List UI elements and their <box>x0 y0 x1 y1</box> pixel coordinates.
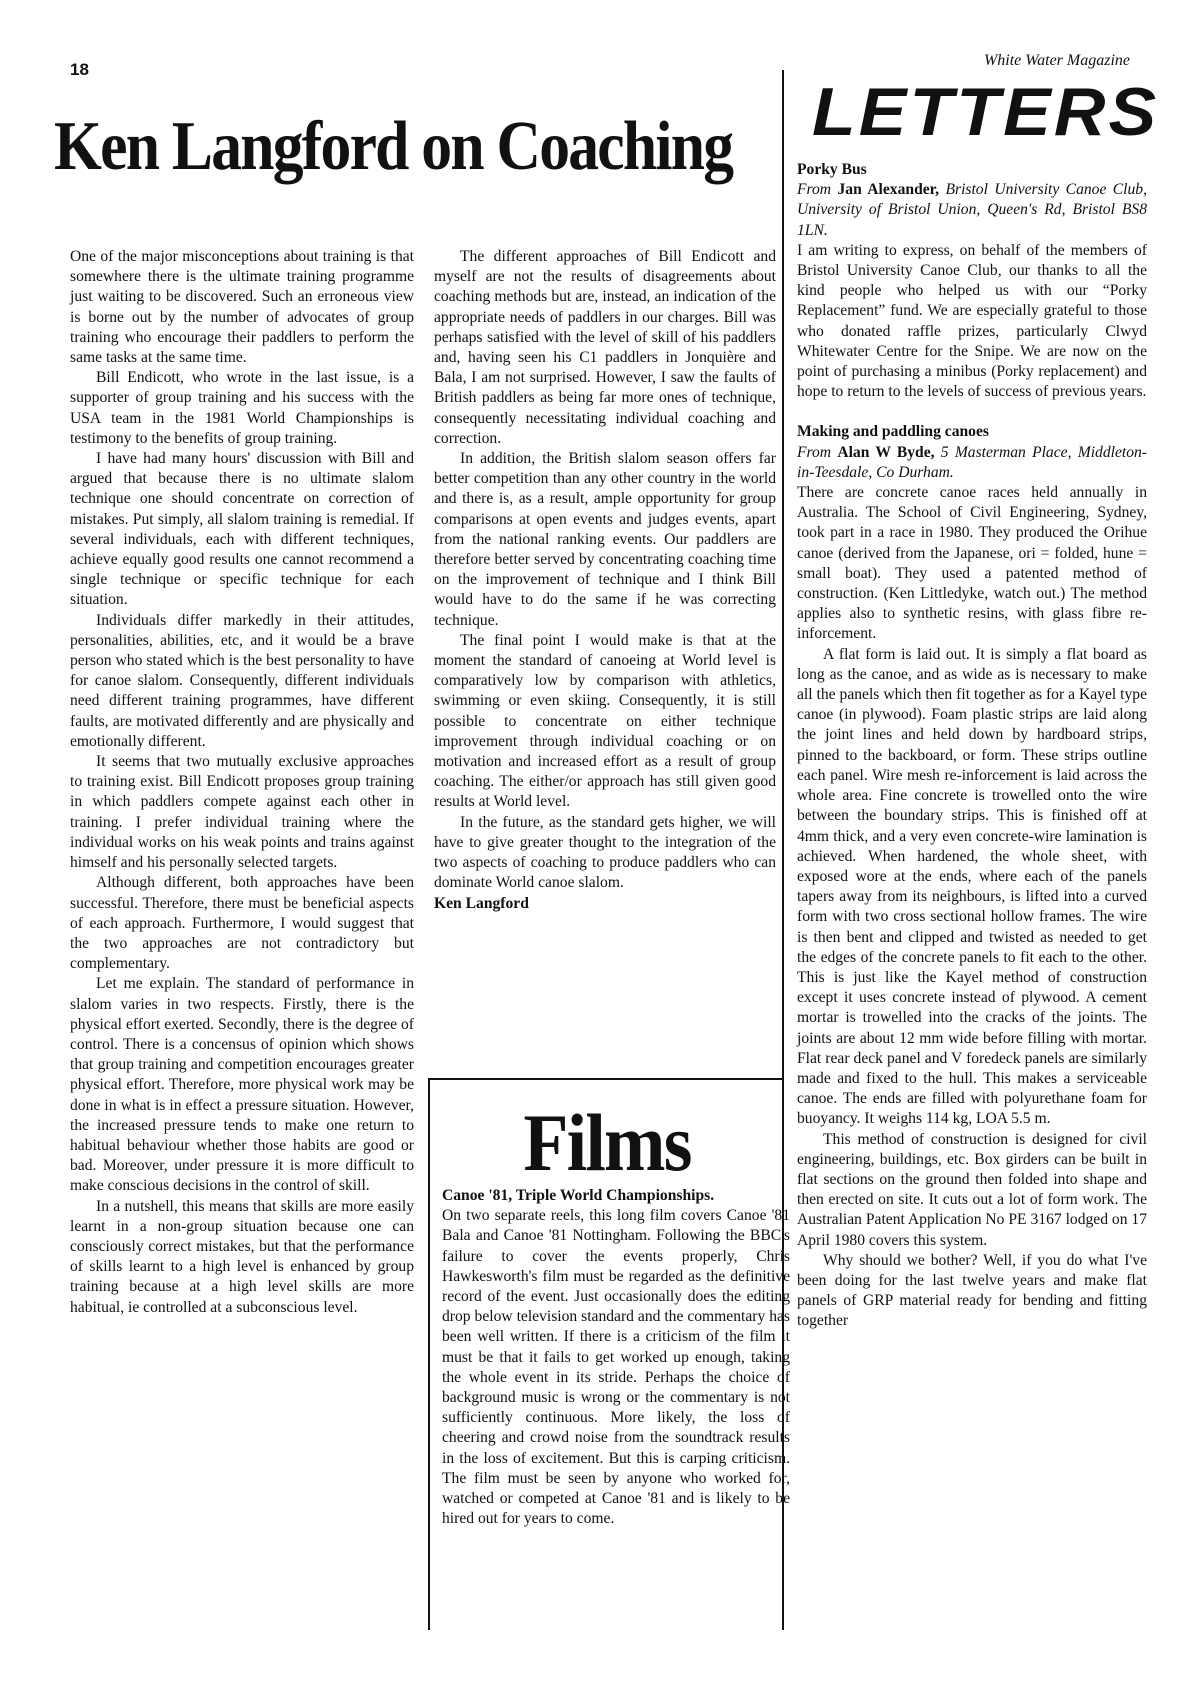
letter-from <box>797 443 1147 483</box>
article-paragraph: Bill Endicott, who wrote in the last issue, is a supporter of group training and his success with the USA team in the 1981 World Championships is testimony to the benefits of group training. <box>70 369 414 447</box>
letter-heading: Making and paddling canoes <box>797 423 989 441</box>
article-column-2 <box>434 247 776 914</box>
letter-paragraph: A flat form is laid out. It is simply a flat board as long as the canoe, and as wide as is necessary to make all the panels which then fit together as for a Kayel type canoe (in plywood). Foam plastic strips are laid along the joint lines and held down by hardboard strips, pinned to the backboard, or form. These strips outline each panel. Wire mesh re-inforcement is laid across the whole area. Fine concrete is trowelled onto the wire between the boundary strips. This is finished off at 4mm thick, and a very even concrete-wire lamination is achieved. When hardened, the whole sheet, with exposed wore at the ends, where each of the panels tapers away from its neighbours, is lifted into a curved form with two cross sectional hollow frames. The wire is then bent and clipped and twisted as needed to get the edges of the concrete panels to fit each to the other. This is just like the Kayel method of construction except it uses concrete instead of plywood. A cement mortar is trowelled into the cracks of the joints. The joints are about 12 mm wide before filling with mortar. Flat rear deck panel and V foredeck panels are similarly made and fixed to the hull. This makes a serviceable canoe. The ends are filled with polyurethane foam for buoyancy. It weighs 114 kg, LOA 5.5 m. <box>797 645 1147 1128</box>
article-paragraph: In addition, the British slalom season offers far better competition than any other country in the world and there is, as a result, ample opportunity for group comparisons at open events and judges events, apart from the national ranking events. Our paddlers are therefore better served by concentrating coaching time on the improvement of technique and I think Bill would have to do the same if he was correcting technique. <box>434 450 776 629</box>
page-number: 18 <box>70 60 89 79</box>
article-paragraph: In a nutshell, this means that skills are more easily learnt in a non-group situation because one can consciously correct mistakes, but that the performance of skills learnt to a high level is enhanced by group training because at a high level skills are more habitual, ie controlled at a subconscious level. <box>70 1197 414 1316</box>
article-signature: Ken Langford <box>434 894 529 912</box>
letter-from <box>797 180 1147 241</box>
article-paragraph: The final point I would make is that at the moment the standard of canoeing at World level is comparatively low by comparison with athletics, swimming or even skiing. Consequently, it is still possible to concentrate on either technique improvement through individual coaching or on motivation and increased effort as a result of group coaching. The either/or approach has still given good results at World level. <box>434 631 776 811</box>
article-paragraph: The different approaches of Bill Endicott and myself are not the results of disagreements about coaching methods but are, instead, an indication of the appropriate needs of paddlers in our charges. Bill was perhaps satisfied with the level of skill of his paddlers and, having seen his C1 paddlers in Jonquière and Bala, I am not surprised. However, I saw the faults of British paddlers as being far more ones of technique, consequently necessitating individual coaching and correction. <box>434 248 776 447</box>
letter-paragraph: This method of construction is designed for civil engineering, buildings, etc. Box girders can be built in flat sections on the ground then folded into shape and then erected on site. It cuts out a lot of form work. The Australian Patent Application No PE 3167 lodged on 17 April 1980 covers this system. <box>797 1130 1147 1249</box>
films-review <box>442 1186 790 1529</box>
letter-author: Jan Alexander, <box>837 181 940 199</box>
from-prefix: From <box>797 181 832 199</box>
letters-column <box>797 160 1147 1332</box>
films-title: Films <box>523 1097 691 1188</box>
letter-address: Bristol University Canoe Club, University of Bristol Union, Queen's Rd, Bristol BS8 1LN. <box>797 181 1148 239</box>
letters-title: LETTERS <box>812 74 1160 150</box>
from-prefix: From <box>797 443 832 461</box>
film-review-text: On two separate reels, this long film covers Canoe '81 Bala and Canoe '81 Nottingham. Following the BBC's failure to cover the events properly, Chris Hawkesworth's film must be regarded as the definitive record of the event. Just occasionally does the editing drop below television standard and the commentary has been well written. If there is a criticism of the film it must be that it fails to get worked up enough, taking the whole event in its stride. Perhaps the choice of background music is wrong or the commentary is not sufficiently continuous. More likely, the loss of cheering and crowd noise from the soundtrack results in the loss of excitement. But this is carping criticism. The film must be seen by anyone who worked for, watched or competed at Canoe '81 and is likely to be hired out for years to come. <box>442 1207 790 1528</box>
article-paragraph: In the future, as the standard gets higher, we will have to give greater thought to the integration of the two aspects of coaching to produce paddlers who can dominate World canoe slalom. <box>434 813 776 892</box>
article-paragraph: Although different, both approaches have been successful. Therefore, there must be beneficial aspects of each approach. Furthermore, I would suggest that the two approaches are not contradictory but complementary. <box>70 874 414 973</box>
article-title: Ken Langford on Coaching <box>54 108 733 185</box>
letter-paragraph: Why should we bother? Well, if you do what I've been doing for the last twelve years and make flat panels of GRP material ready for bending and fitting together <box>797 1251 1147 1330</box>
article-paragraph: One of the major misconceptions about training is that somewhere there is the ultimate training programme just waiting to be discovered. Such an erroneous view is borne out by the number of advocates of group training who encourage their paddlers to perform the same tasks at the same time. <box>70 248 414 367</box>
letter-author: Alan W Byde, <box>837 443 935 461</box>
films-box-top-rule <box>428 1078 784 1080</box>
letter-paragraph: There are concrete canoe races held annually in Australia. The School of Civil Engineering, Sydney, took part in a race in 1980. They produced the Orihue canoe (derived from the Japanese, ori = folded, hune = small boat). They used a patented method of construction. (Ken Littledyke, watch out.) The method applies also to synthetic resins, with glass fibre re-inforcement. <box>797 484 1147 643</box>
letter-spacer <box>797 402 1147 422</box>
article-paragraph: Individuals differ markedly in their attitudes, personalities, abilities, etc, and it would be a brave person who stated which is the best personality to have for canoe slalom. Consequently, different individuals need different training programmes, have different faults, are motivated differently and are physically and emotionally different. <box>70 611 414 750</box>
article-column-1 <box>70 247 414 1318</box>
magazine-name: White Water Magazine <box>983 52 1130 69</box>
letter-address: 5 Masterman Place, Middleton-in-Teesdale, Co Durham. <box>797 443 1147 481</box>
article-paragraph: Let me explain. The standard of performance in slalom varies in two respects. Firstly, there is the physical effort exerted. Secondly, there is the degree of control. There is a concensus of opinion which shows that group training and competition encourages greater physical effort. Therefore, more physical work may be done in what is in effect a pressure situation. However, the increased pressure tends to make one return to habitual behaviour whether those habits are good or bad. Moreover, under pressure it is more difficult to make conscious decisions in the control of skill. <box>70 975 414 1195</box>
letter-body: I am writing to express, on behalf of the members of Bristol University Canoe Club, our thanks to all the kind people who helped us with our “Porky Replacement” fund. We are especially grateful to those who donated raffle prizes, particularly Clwyd Whitewater Centre for the Snipe. We are now on the point of purchasing a minibus (Porky replacement) and hope to return to the levels of success of previous years. <box>797 241 1147 401</box>
films-box-left-rule <box>428 1080 430 1630</box>
letter-heading: Porky Bus <box>797 161 867 178</box>
film-item-title: Canoe '81, Triple World Championships. <box>442 1187 715 1204</box>
article-paragraph: I have had many hours' discussion with Bill and argued that because there is no ultimate slalom technique one should concentrate on correction of mistakes. Put simply, all slalom training is remedial. If several individuals, each with different techniques, achieve equally good results one cannot recommend a single technique or specific technique for each situation. <box>70 450 414 609</box>
article-paragraph: It seems that two mutually exclusive approaches to training exist. Bill Endicott proposes group training in which paddlers compete against each other in training. I prefer individual training where the individual works on his weak points and trains against himself and his personally selected targets. <box>70 753 414 872</box>
